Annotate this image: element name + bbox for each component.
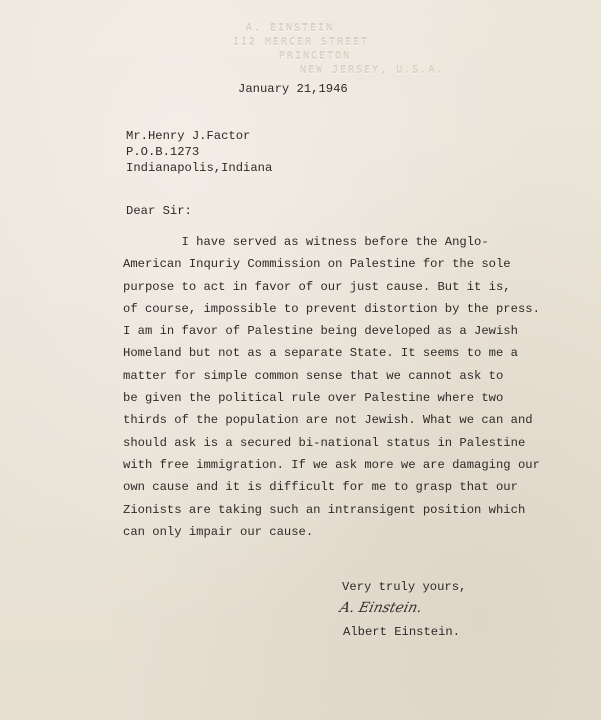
body-line: of course, impossible to prevent distortion by the press. <box>123 301 540 316</box>
body-line: own cause and it is difficult for me to grasp that our <box>123 480 518 495</box>
signer-name: Albert Einstein. <box>343 625 461 639</box>
salutation: Dear Sir: <box>126 204 192 218</box>
recipient-name: Mr.Henry J.Factor <box>126 129 251 143</box>
letterhead-line: NEW JERSEY, U.S.A. <box>300 65 445 76</box>
handwritten-signature: A. Einstein. <box>338 600 424 616</box>
body-line: I am in favor of Palestine being developed as a Jewish <box>123 324 518 339</box>
body-line: Homeland but not as a separate State. It seems to me a <box>123 346 518 361</box>
letter-date: January 21,1946 <box>238 82 348 96</box>
letterhead-line: PRINCETON <box>278 51 352 62</box>
recipient-address <box>126 128 272 176</box>
body-line: should ask is a secured bi-national status in Palestine <box>123 435 526 450</box>
body-line: I have served as witness before the Anglo- <box>123 235 489 249</box>
recipient-city: Indianapolis,Indiana <box>126 161 273 175</box>
letterhead-line: 112 MERCER STREET <box>232 37 370 48</box>
closing: Very truly yours, <box>342 580 467 594</box>
body-line: matter for simple common sense that we cannot ask to <box>123 368 504 383</box>
letterhead-line: A. EINSTEIN <box>245 23 335 34</box>
body-line: Zionists are taking such an intransigent position which <box>123 502 526 517</box>
embossed-letterhead <box>190 22 445 78</box>
body-line: can only impair our cause. <box>123 524 314 539</box>
body-line: thirds of the population are not Jewish. What we can and <box>123 413 533 428</box>
body-line: be given the political rule over Palestine where two <box>123 391 504 406</box>
body-line: with free immigration. If we ask more we are damaging our <box>123 457 540 472</box>
body-line: purpose to act in favor of our just cause. But it is, <box>123 279 511 294</box>
letter-body <box>123 231 540 543</box>
body-line: American Inquriy Commission on Palestine for the sole <box>123 257 511 272</box>
recipient-box: P.O.B.1273 <box>126 145 200 159</box>
